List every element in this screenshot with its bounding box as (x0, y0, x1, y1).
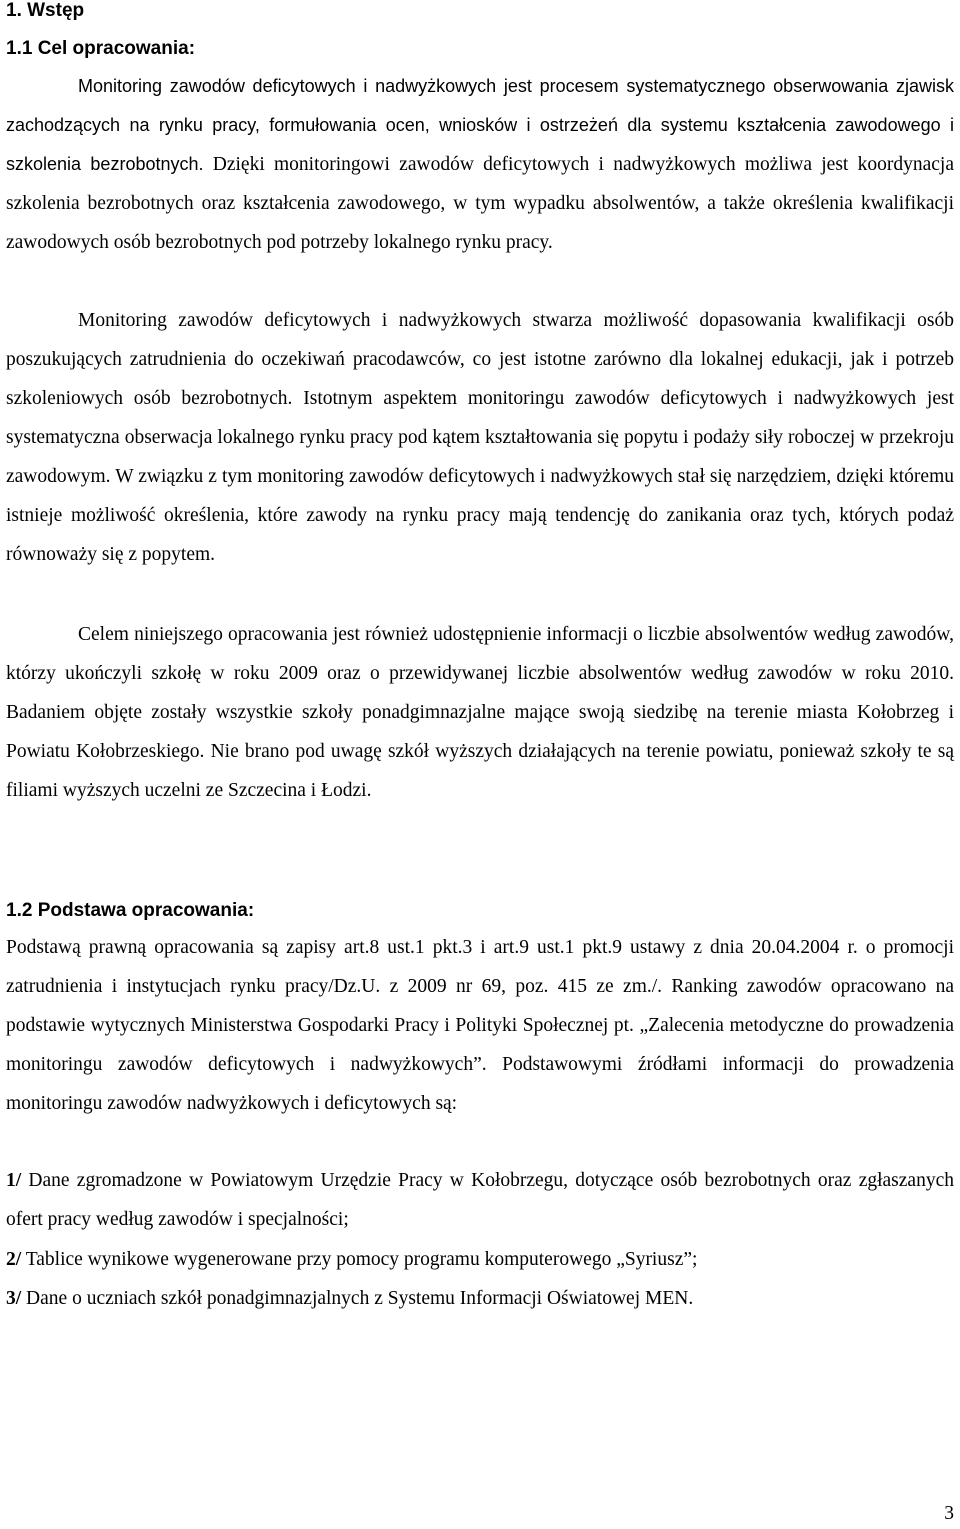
source-list-item (6, 1240, 954, 1279)
paragraph-3-text: Celem niniejszego opracowania jest również udostępnienie informacji o liczbie absolwentów według zawodów, którzy ukończyli szkołę w roku 2009 oraz o przewidywanej liczbie absolwentów według zawodów w roku 2010. Badaniem objęte zostały wszystkie szkoły ponadgimnazjalne mające swoją siedzibę na terenie miasta Kołobrzeg i Powiatu Kołobrzeskiego. Nie brano pod uwagę szkół wyższych działających na terenie powiatu, ponieważ szkoły te są filiami wyższych uczelni ze Szczecina i Łodzi. (6, 624, 954, 801)
list-item-text: Dane o uczniach szkół ponadgimnazjalnych z Systemu Informacji Oświatowej MEN. (21, 1288, 694, 1309)
source-list-item (6, 1161, 954, 1239)
subsection-heading-2 (6, 898, 254, 924)
subsection-number: 1.1 (6, 38, 33, 59)
list-marker: 1/ (6, 1170, 22, 1191)
subsection-label: Cel opracowania: (37, 38, 196, 59)
paragraph-1-serif-part: Dzięki monitoringowi zawodów deficytowych i nadwyżkowych możliwa jest koordynacja szkolenia bezrobotnych oraz kształcenia zawodowego, w tym wypadku absolwentów, a także określenia kwalifikacji zawodowych osób bezrobotnych pod potrzeby lokalnego rynku pracy. (6, 154, 954, 253)
section-heading: 1. Wstęp (6, 0, 85, 21)
paragraph-4 (6, 928, 954, 1123)
list-marker: 2/ (6, 1249, 22, 1270)
source-list-item (6, 1279, 954, 1318)
paragraph-2-text: Monitoring zawodów deficytowych i nadwyżkowych stwarza możliwość dopasowania kwalifikacji osób poszukujących zatrudnienia do oczekiwań pracodawców, co jest istotne zarówno dla lokalnej edukacji, jak i potrzeb szkoleniowych osób bezrobotnych. Istotnym aspektem monitoringu zawodów deficytowych i nadwyżkowych jest systematyczna obserwacja lokalnego rynku pracy pod kątem kształtowania się popytu i podaży siły roboczej w przekroju zawodowym. W związku z tym monitoring zawodów deficytowych i nadwyżkowych stał się narzędziem, dzięki któremu istnieje możliwość określenia, które zawody na rynku pracy mają tendencję do zanikania oraz tych, których podaż równoważy się z popytem. (6, 310, 954, 565)
page-number: 3 (944, 1503, 954, 1524)
paragraph-4-text: Podstawą prawną opracowania są zapisy art.8 ust.1 pkt.3 i art.9 ust.1 pkt.9 ustawy z dnia 20.04.2004 r. o promocji zatrudnienia i instytucjach rynku pracy/Dz.U. z 2009 nr 69, poz. 415 ze zm./. Ranking zawodów opracowano na podstawie wytycznych Ministerstwa Gospodarki Pracy i Polityki Społecznej pt. „Zalecenia metodyczne do prowadzenia monitoringu zawodów deficytowych i nadwyżkowych”. Podstawowymi źródłami informacji do prowadzenia monitoringu zawodów nadwyżkowych i deficytowych są: (6, 937, 954, 1114)
list-marker: 3/ (6, 1288, 22, 1309)
paragraph-3 (6, 615, 954, 810)
subsection-label: Podstawa opracowania: (37, 900, 255, 921)
paragraph-1-sans-part: Monitoring zawodów deficytowych i nadwyżkowych jest procesem systematycznego obserwowania zjawisk zachodzących na rynku pracy, formułowania ocen, wniosków i ostrzeżeń dla systemu kształcenia zawodowego i szkolenia bezrobotnych. (6, 76, 954, 174)
paragraph-1 (6, 67, 954, 262)
list-item-text: Dane zgromadzone w Powiatowym Urzędzie Pracy w Kołobrzegu, dotyczące osób bezrobotnych oraz zgłaszanych ofert pracy według zawodów i specjalności; (6, 1170, 954, 1230)
subsection-number: 1.2 (6, 900, 33, 921)
list-item-text: Tablice wynikowe wygenerowane przy pomocy programu komputerowego „Syriusz”; (21, 1249, 698, 1270)
subsection-heading-1 (6, 36, 195, 62)
paragraph-2 (6, 301, 954, 574)
